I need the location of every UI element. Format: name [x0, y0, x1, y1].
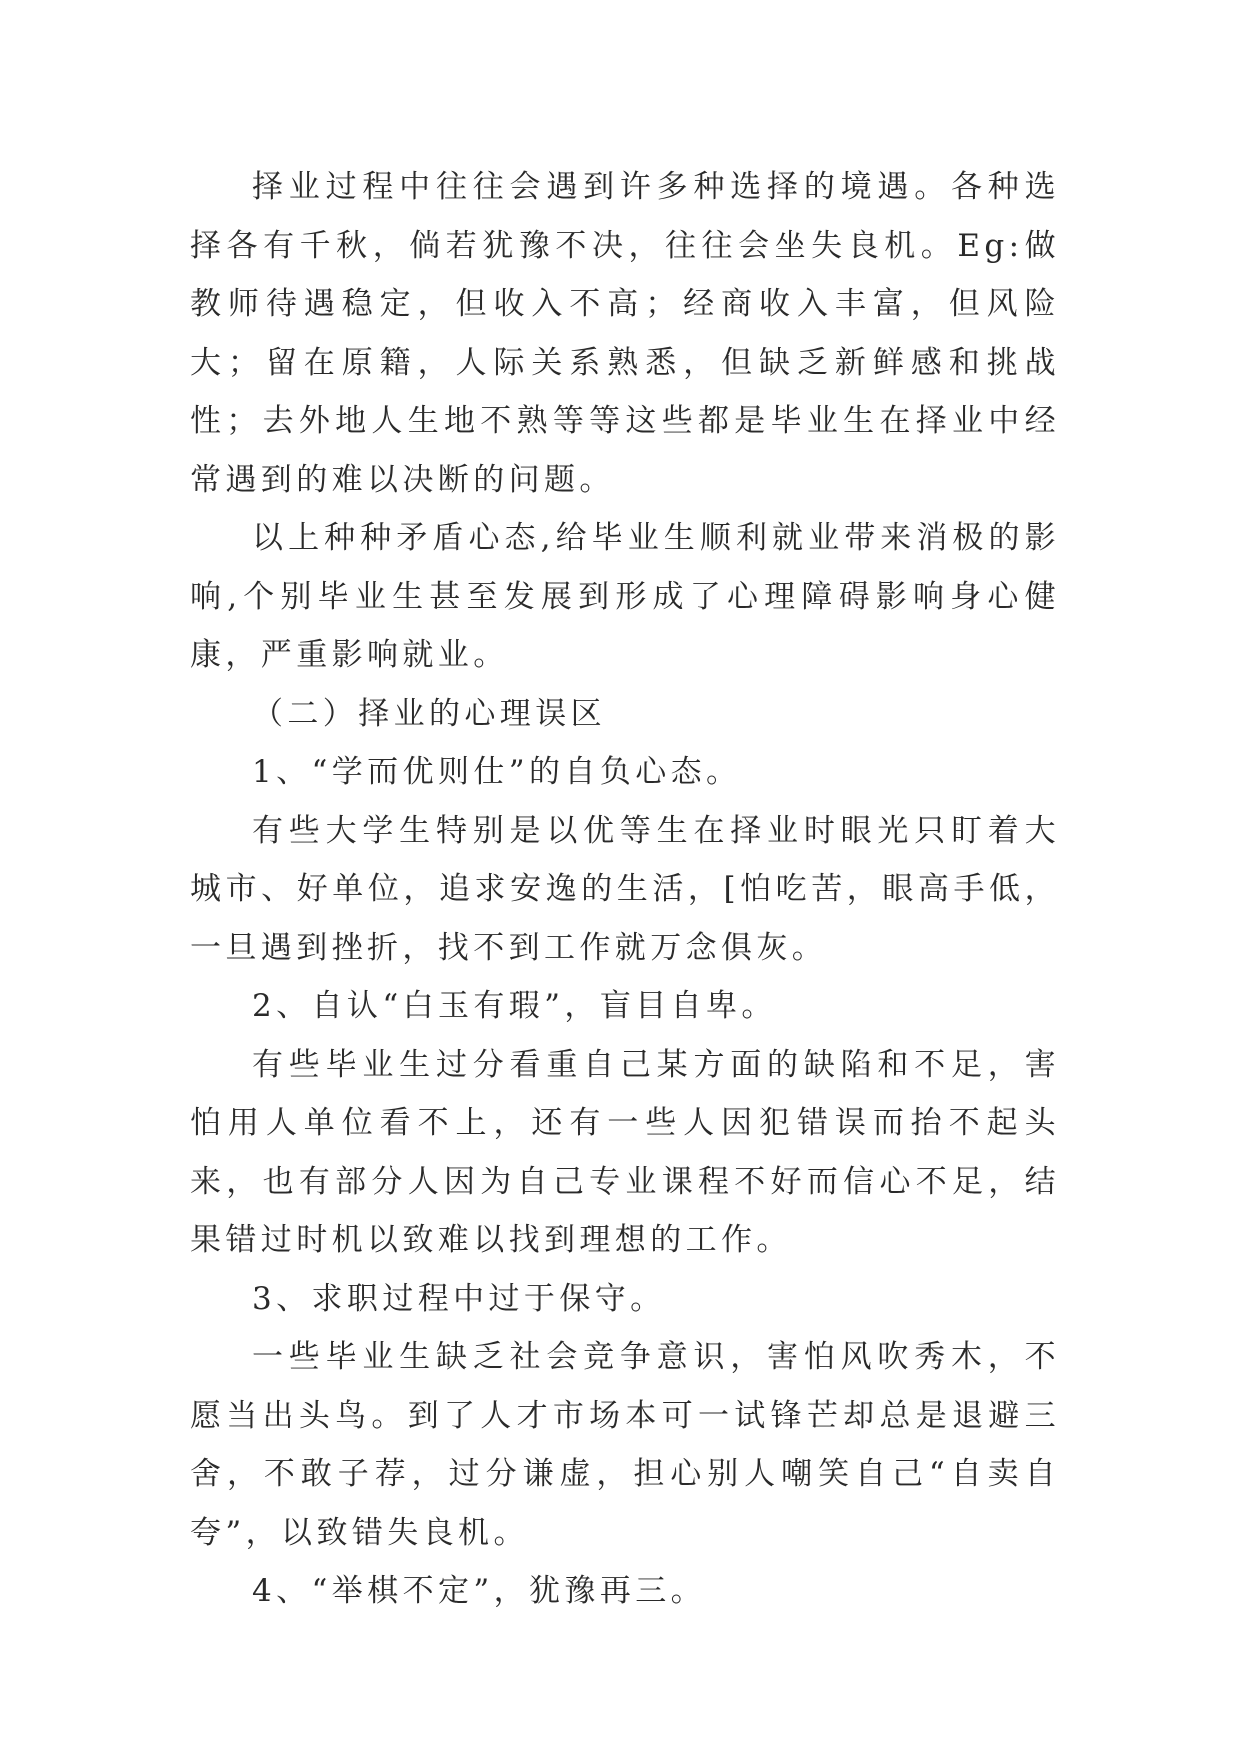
paragraph-career-choices: 择业过程中往往会遇到许多种选择的境遇。各种选择各有千秋，倘若犹豫不决，往往会坐失良机。Eg:做教师待遇稳定，但收入不高；经商收入丰富，但风险大；留在原籍，人际关系熟悉，但缺乏新鲜感和挑战性；去外地人生地不熟等等这些都是毕业生在择业中经常遇到的难以决断的问题。	[190, 169, 1060, 498]
list-item-heading-1: 1、“学而优则仕”的自负心态。	[252, 754, 742, 790]
list-item-heading-4: 4、“举棋不定”，犹豫再三。	[252, 1573, 707, 1609]
paragraph-contradictory-mentality: 以上种种矛盾心态,给毕业生顺利就业带来消极的影响,个别毕业生甚至发展到形成了心理障碍影响身心健康，严重影响就业。	[190, 520, 1060, 673]
section-heading-psychological-misconceptions: （二）择业的心理误区	[252, 695, 606, 732]
document-body	[190, 158, 1060, 1621]
paragraph-conservatism: 一些毕业生缺乏社会竞争意识，害怕风吹秀木，不愿当出头鸟。到了人才市场本可一试锋芒却总是退避三舍，不敢子荐，过分谦虚，担心别人嘲笑自己“自卖自夸”，以致错失良机。	[190, 1339, 1060, 1551]
paragraph-arrogance: 有些大学生特别是以优等生在择业时眼光只盯着大城市、好单位，追求安逸的生活，[怕吃苦，眼高手低，一旦遇到挫折，找不到工作就万念俱灰。	[190, 812, 1060, 966]
list-item-heading-2: 2、自认“白玉有瑕”，盲目自卑。	[252, 988, 777, 1024]
list-item-heading-3: 3、求职过程中过于保守。	[252, 1280, 666, 1317]
paragraph-inferiority: 有些毕业生过分看重自己某方面的缺陷和不足，害怕用人单位看不上，还有一些人因犯错误而抬不起头来，也有部分人因为自己专业课程不好而信心不足，结果错过时机以致难以找到理想的工作。	[190, 1046, 1060, 1258]
